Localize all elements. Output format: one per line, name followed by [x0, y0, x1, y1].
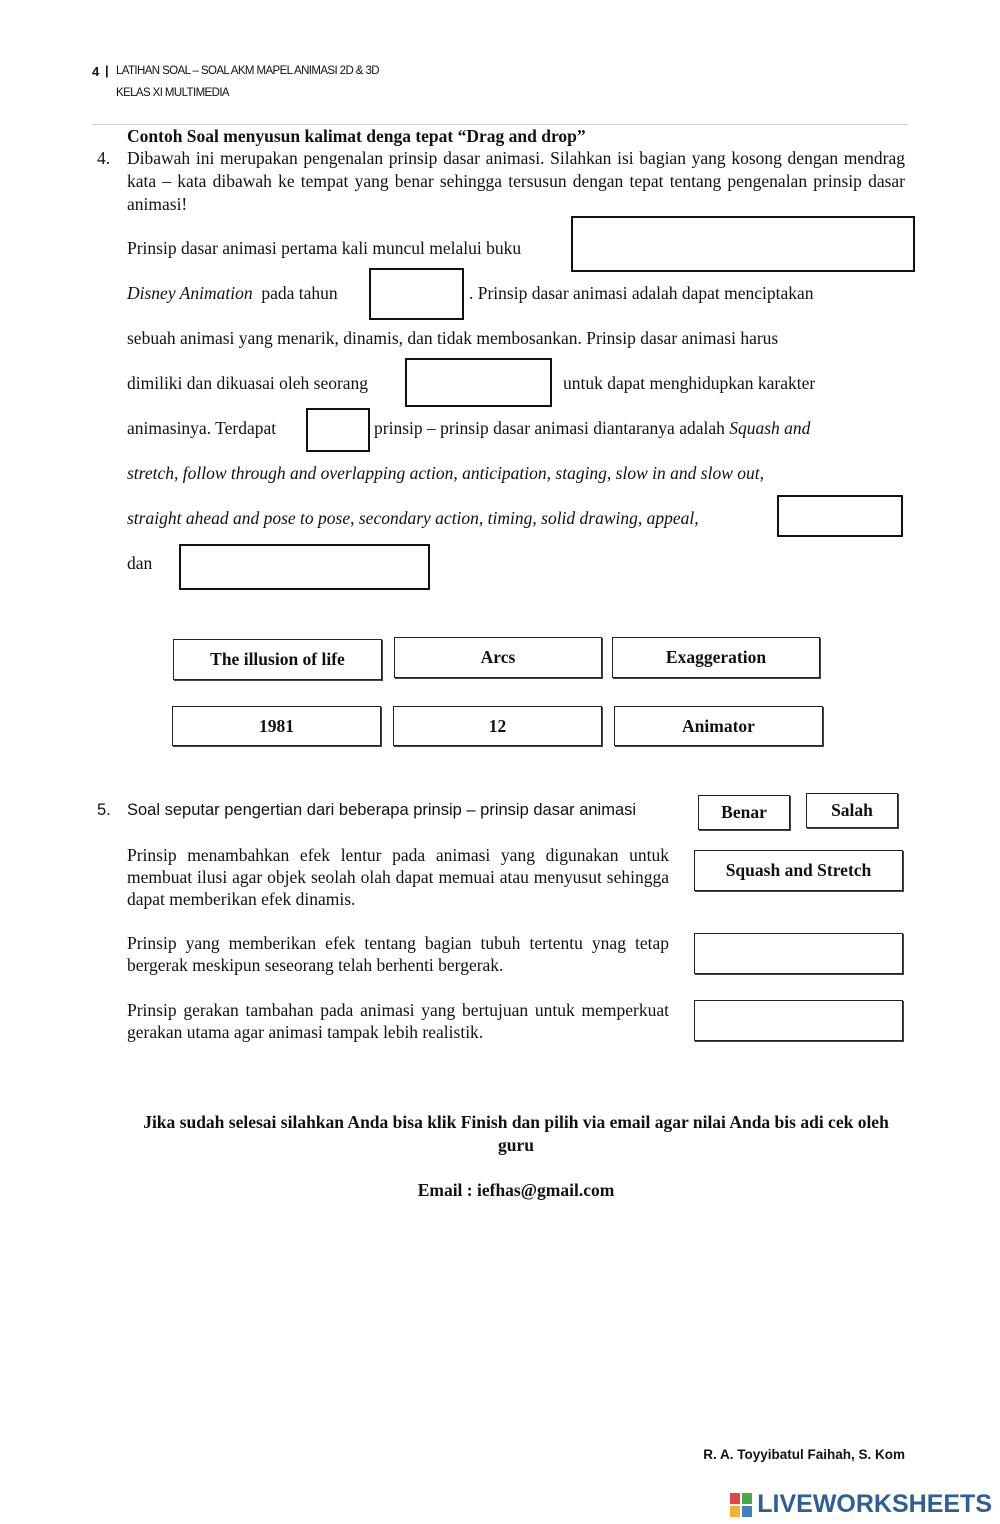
contact-email: Email : iefhas@gmail.com — [417, 1180, 615, 1200]
logo-square-yellow — [730, 1506, 740, 1517]
drop-zone-count[interactable] — [306, 408, 370, 452]
logo-square-green — [742, 1493, 752, 1504]
word-chip-1981[interactable]: 1981 — [172, 706, 381, 746]
q4-line5-italic: Squash and — [729, 418, 811, 438]
q5-item-2-text: Prinsip yang memberikan efek tentang bagian tubuh tertentu ynag tetap bergerak meskipun seseorang telah berhenti bergerak. — [127, 933, 669, 975]
q4-instruction: Dibawah ini merupakan pengenalan prinsip dasar animasi. Silahkan isi bagian yang kosong dengan mendrag kata – kata dibawah ke tempat yang benar sehingga tersusun dengan tepat tentang pengenalan prinsip dasar animasi! — [127, 148, 905, 214]
q4-line2-after: . Prinsip dasar animasi adalah dapat menciptakan — [469, 283, 814, 303]
q4-line5-text: prinsip – prinsip dasar animasi diantaranya adalah — [374, 418, 725, 438]
liveworksheets-logo-icon — [730, 1492, 754, 1518]
disney-animation-text: Disney Animation — [127, 283, 253, 303]
word-chip-animator[interactable]: Animator — [614, 706, 823, 746]
page-number: 4 — [92, 64, 99, 79]
q5-item-3-answer[interactable] — [694, 1000, 903, 1041]
q5-number: 5. — [97, 801, 111, 819]
q4-line4-before: dimiliki dan dikuasai oleh seorang — [127, 373, 369, 393]
header-title: LATIHAN SOAL – SOAL AKM MAPEL ANIMASI 2D & 3D — [116, 65, 379, 77]
q4-line2-text: pada tahun — [261, 283, 338, 303]
drop-zone-book[interactable] — [571, 216, 915, 272]
q4-line7-italic-a: straight ahead and pose to pose — [127, 508, 351, 528]
q5-intro: Soal seputar pengertian dari beberapa prinsip – prinsip dasar animasi — [127, 801, 637, 819]
q4-line5-before: animasinya. Terdapat — [127, 418, 277, 438]
logo-square-red — [730, 1493, 740, 1504]
salah-option[interactable]: Salah — [806, 793, 898, 828]
drop-zone-principle-b[interactable] — [179, 544, 430, 590]
word-chip-exaggeration[interactable]: Exaggeration — [612, 637, 820, 678]
word-chip-12[interactable]: 12 — [393, 706, 602, 746]
q4-line6: stretch, follow through and overlapping action, anticipation, staging, slow in and slow out, — [127, 463, 764, 483]
section-heading: Contoh Soal menyusun kalimat denga tepat “Drag and drop” — [127, 126, 586, 146]
q5-item-1-text: Prinsip menambahkan efek lentur pada animasi yang digunakan untuk membuat ilusi agar objek seolah olah dapat memuai atau menyusut sehingga dapat memberikan efek dinamis. — [127, 845, 669, 909]
header-separator: | — [105, 63, 109, 78]
q4-line7-italic-b: secondary action, timing, solid drawing, appeal, — [358, 508, 699, 528]
q5-item-3-text: Prinsip gerakan tambahan pada animasi yang bertujuan untuk memperkuat gerakan utama agar animasi tampak lebih realistik. — [127, 1000, 669, 1042]
q4-line4-after: untuk dapat menghidupkan karakter — [563, 373, 816, 393]
q4-line2 — [127, 282, 338, 305]
liveworksheets-logo — [730, 1490, 992, 1519]
drop-zone-principle-a[interactable] — [777, 495, 903, 537]
q4-line3: sebuah animasi yang menarik, dinamis, dan tidak membosankan. Prinsip dasar animasi harus — [127, 328, 779, 348]
closing-instruction: Jika sudah selesai silahkan Anda bisa klik Finish dan pilih via email agar nilai Anda bis adi cek oleh guru — [143, 1112, 889, 1155]
word-chip-arcs[interactable]: Arcs — [394, 637, 602, 678]
q4-line1: Prinsip dasar animasi pertama kali muncul melalui buku — [127, 238, 522, 258]
q5-item-2-answer[interactable] — [694, 933, 903, 974]
liveworksheets-brand: LIVEWORKSHEETS — [757, 1490, 992, 1518]
drop-zone-year[interactable] — [369, 268, 464, 320]
q4-number: 4. — [97, 148, 111, 168]
header-subtitle: KELAS XI MULTIMEDIA — [116, 87, 230, 99]
benar-option[interactable]: Benar — [698, 795, 790, 830]
q4-line8: dan — [127, 553, 153, 573]
q5-item-1-answer[interactable]: Squash and Stretch — [694, 850, 903, 891]
q4-line7 — [127, 507, 699, 530]
word-chip-illusion-of-life[interactable]: The illusion of life — [173, 639, 382, 680]
author-name: R. A. Toyyibatul Faihah, S. Kom — [703, 1447, 905, 1462]
logo-square-blue — [742, 1506, 752, 1517]
q4-line5-after — [374, 417, 810, 440]
drop-zone-role[interactable] — [405, 358, 552, 407]
q4-line7-comma: , — [350, 508, 355, 528]
